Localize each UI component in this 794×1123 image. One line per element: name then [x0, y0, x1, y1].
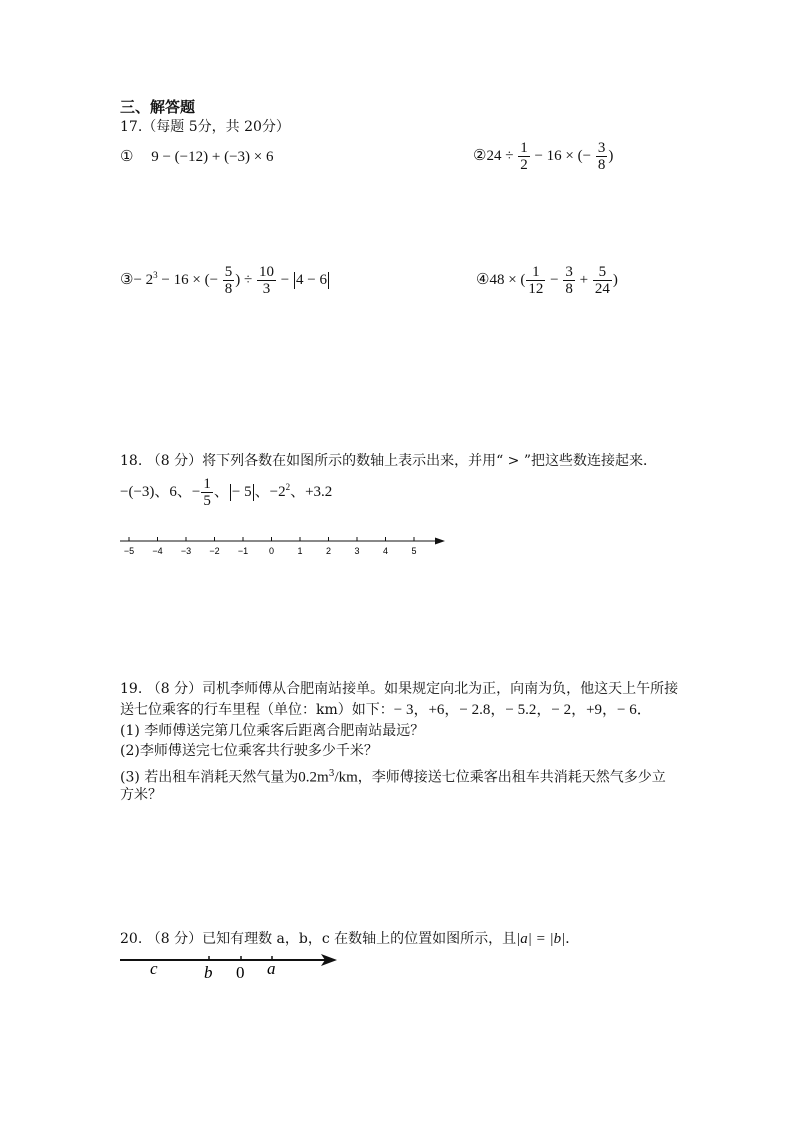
numerator: 5: [593, 264, 612, 281]
gas-value: 0.2m: [298, 769, 329, 786]
fraction: [526, 264, 545, 297]
numerator: 5: [224, 264, 233, 280]
q17-header: 17.（每题 5分，共 20分）: [120, 119, 290, 135]
problem-expression: 9 − (−12) + (−3) × 6: [151, 149, 274, 165]
q18-text: 18. （8 分）将下列各数在如图所示的数轴上表示出来，并用“ > ”把这些数连接起来．: [120, 453, 658, 469]
tick-label: −2: [209, 546, 220, 556]
expr-part: −: [546, 271, 563, 288]
expr-part: −(−3): [120, 483, 155, 500]
abs-bar-left: [230, 484, 231, 501]
q19-sub-3-line-2: 方米？: [120, 787, 162, 803]
expr-part: 、6、−: [154, 483, 201, 500]
expr-part: ) ÷: [235, 271, 257, 288]
text-part: (3) 若出租车消耗天然气量为: [120, 769, 299, 786]
denominator: 8: [597, 157, 606, 173]
q19-sub-3: [120, 764, 666, 788]
problem-number: ①: [120, 149, 134, 165]
q19-line-2: [120, 700, 652, 720]
expr-part: 24 ÷: [486, 147, 518, 164]
label-c: c: [150, 959, 158, 978]
q18-numbers: [120, 476, 332, 509]
text-part: 送七位乘客的行车里程（单位：km）如下：: [120, 702, 394, 718]
q20-text: [120, 929, 579, 949]
text-part: 20. （8 分）已知有理数 a，b，c 在数轴上的位置如图所示，且: [120, 931, 517, 947]
denominator: 24: [594, 281, 610, 297]
numerator: 3: [565, 264, 573, 280]
q19-line-1: 19. （8 分）司机李师傅从合肥南站接单。如果规定向北为正，向南为负，他这天上午所接: [120, 681, 679, 697]
expr-part: −: [277, 271, 293, 288]
tick-label: −4: [152, 546, 163, 556]
tick-label: 2: [325, 546, 332, 556]
denominator: 5: [203, 493, 211, 509]
expr-part: 、+3.2: [290, 483, 333, 500]
fraction: [593, 264, 612, 297]
expr-part: ): [612, 271, 618, 288]
gas-unit: /km: [334, 769, 358, 786]
q20-number-line: [115, 950, 345, 985]
denominator: 8: [224, 281, 233, 297]
expr-part: 、: [213, 483, 229, 500]
tick-label: −1: [237, 546, 249, 556]
exponent: 3: [153, 269, 158, 280]
numerator: 1: [520, 140, 528, 156]
q17-problem-1: [120, 147, 273, 166]
abs-bar-right: [253, 484, 254, 501]
q17-problem-4: [476, 264, 618, 297]
denominator: 8: [565, 281, 573, 297]
problem-number: ③: [120, 271, 134, 288]
tick-label: 3: [354, 546, 360, 556]
abs-bar-right: [328, 272, 329, 289]
expr-part: 48 × (: [489, 271, 526, 288]
abs-equation: |a| = |b|: [516, 931, 566, 947]
denominator: 12: [528, 281, 544, 297]
fraction: [518, 140, 530, 173]
mileage-values: − 3，+6，− 2.8，− 5.2，− 2，+9，− 6．: [393, 702, 652, 718]
tick-label: 1: [297, 546, 303, 556]
fraction: [596, 140, 608, 173]
numerator: 10: [259, 264, 275, 280]
tick-label: 5: [411, 546, 417, 556]
q19-sub-2: (2)李师傅送完七位乘客共行驶多少千米？: [120, 743, 378, 759]
expr-part: 、−2: [254, 483, 286, 500]
abs-content: − 5: [231, 483, 252, 500]
text-part: ，李师傅接送七位乘客出租车共消耗天然气多少立: [357, 769, 666, 786]
tick-label: −3: [180, 546, 192, 556]
exponent: 2: [285, 481, 291, 492]
axis-arrow: [435, 538, 445, 545]
denominator: 3: [262, 281, 271, 297]
expr-part: ): [608, 147, 614, 164]
exponent: 3: [328, 769, 335, 779]
q17-problem-3: [120, 264, 330, 297]
q18-number-line: [115, 533, 450, 563]
numerator: 1: [203, 476, 211, 492]
q19-sub-1: (1) 李师傅送完第几位乘客后距离合肥南站最远？: [120, 723, 425, 739]
problem-number: ②: [473, 147, 487, 164]
section-title: 三、解答题: [120, 98, 196, 116]
tick-label: 0: [268, 546, 275, 556]
fraction: [257, 264, 276, 297]
fraction: [563, 264, 575, 297]
abs-bar-left: [294, 272, 295, 289]
text-part: ．: [565, 931, 580, 947]
expr-part: − 16 × (−: [530, 147, 595, 164]
problem-number: ④: [476, 271, 490, 288]
tick-label: 4: [382, 546, 389, 556]
fraction: [223, 264, 235, 297]
label-zero: 0: [236, 963, 245, 982]
expr-part: +: [575, 271, 592, 288]
tick-label: −5: [123, 546, 135, 556]
label-a: a: [267, 959, 276, 978]
label-b: b: [204, 963, 213, 982]
expr-part: − 16 × (−: [157, 271, 222, 288]
fraction: [201, 476, 213, 509]
abs-content: 4 − 6: [296, 271, 327, 288]
expr-part: − 2: [133, 271, 154, 288]
numerator: 3: [597, 140, 606, 156]
numerator: 1: [526, 264, 545, 281]
q17-problem-2: [473, 140, 613, 173]
denominator: 2: [520, 157, 528, 173]
